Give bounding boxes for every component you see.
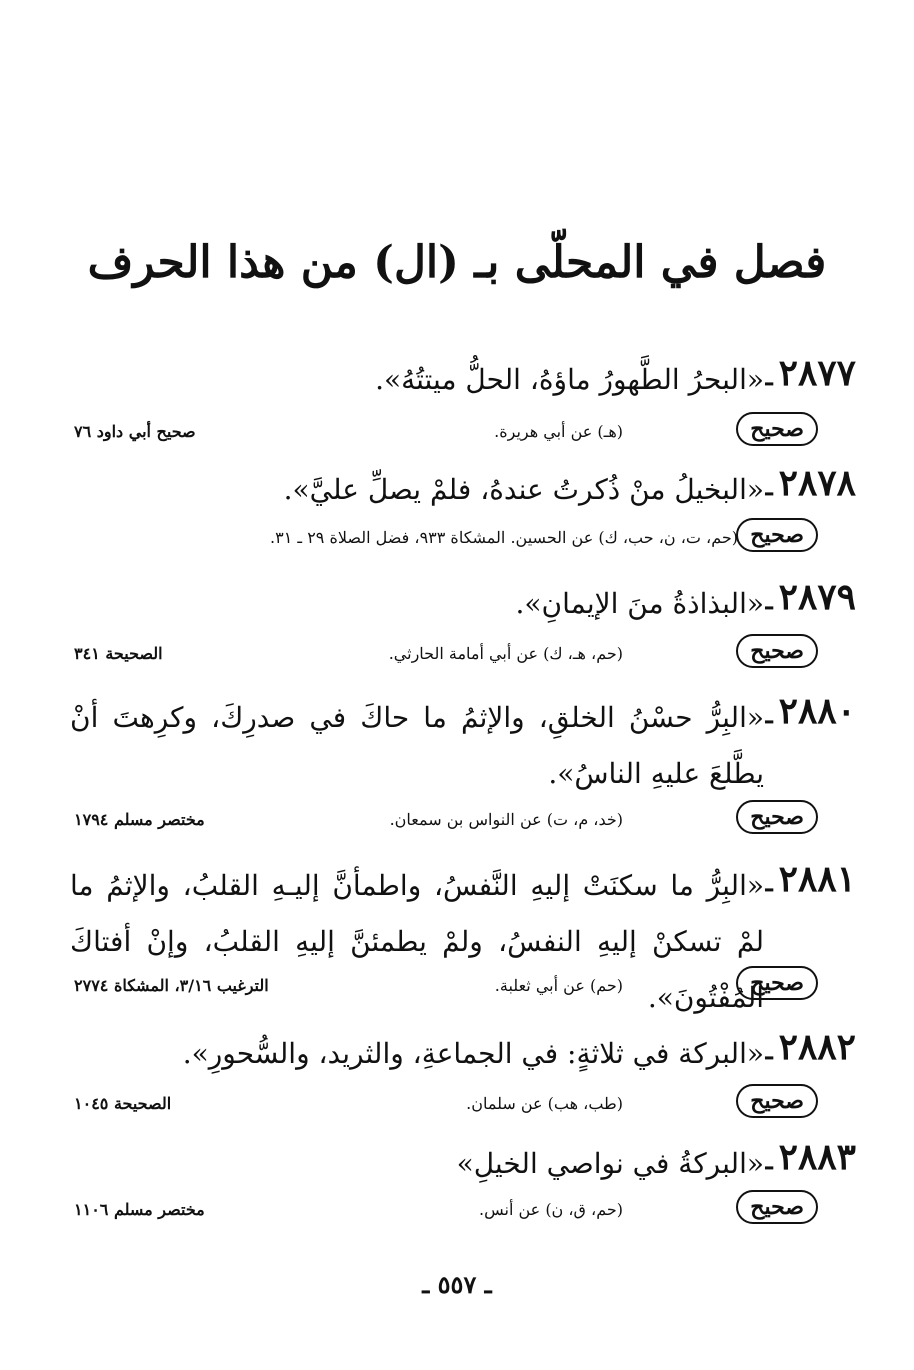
hadith-reference: الترغيب ٣/١٦، المشكاة ٢٧٧٤ (74, 976, 269, 995)
hadith-meta (74, 1084, 818, 1124)
hadith-number: ٢٨٨٢ـ (765, 1026, 856, 1068)
hadith-source: (حم، هـ، ك) عن أبي أمامة الحارثي. (388, 644, 623, 663)
grade-badge: صحيح (736, 800, 818, 834)
hadith-source: (حم، ق، ن) عن أنس. (479, 1200, 623, 1219)
hadith-entry (70, 576, 856, 632)
hadith-text: «البحرُ الطَّهورُ ماؤهُ، الحلُّ ميتتُهُ». (375, 363, 764, 396)
grade-badge: صحيح (736, 518, 818, 552)
hadith-text: «البِرُّ ما سكنَتْ إليهِ النَّفسُ، واطمأنَّ إليـهِ القلبُ، والإثمُ ما لمْ تسكنْ إليهِ النفسُ، ولمْ يطمئنَّ إليهِ القلبُ، وإنْ أفتاكَ المُفْتُونَ». (70, 869, 764, 1014)
hadith-meta (74, 518, 818, 558)
hadith-number: ٢٨٧٩ـ (765, 576, 856, 618)
hadith-meta (74, 412, 818, 452)
hadith-number: ٢٨٨١ـ (765, 858, 856, 900)
hadith-entry (70, 462, 856, 518)
hadith-reference: صحيح أبي داود ٧٦ (74, 422, 196, 441)
hadith-source: (هـ) عن أبي هريرة. (494, 422, 623, 441)
grade-badge: صحيح (736, 412, 818, 446)
hadith-reference: الصحيحة ٣٤١ (74, 644, 163, 663)
hadith-meta (74, 634, 818, 674)
grade-badge: صحيح (736, 966, 818, 1000)
hadith-meta (74, 1190, 818, 1230)
section-title: فصل في المحلّى بـ (ال) من هذا الحرف (87, 237, 827, 288)
grade-badge: صحيح (736, 634, 818, 668)
grade-badge: صحيح (736, 1190, 818, 1224)
hadith-text: «البِرُّ حسْنُ الخلقِ، والإثمُ ما حاكَ في صدرِكَ، وكرِهتَ أنْ يطَّلعَ عليهِ الناسُ». (70, 701, 764, 790)
hadith-number: ٢٨٨٣ـ (765, 1136, 856, 1178)
hadith-text: «البركةُ في نواصي الخيلِ» (456, 1147, 764, 1180)
hadith-source: (حم، ت، ن، حب، ك) عن الحسين. المشكاة ٩٣٣، فضل الصلاة ٢٩ ـ ٣١. (270, 528, 738, 547)
hadith-source: (خد، م، ت) عن النواس بن سمعان. (389, 810, 623, 829)
hadith-text: «البركة في ثلاثةٍ: في الجماعةِ، والثريد، والسُّحورِ». (182, 1037, 764, 1070)
page-number: ـ ٥٥٧ ـ (422, 1270, 492, 1299)
hadith-reference: مختصر مسلم ١٧٩٤ (74, 810, 205, 829)
hadith-text: «البخيلُ منْ ذُكرتُ عندهُ، فلمْ يصلِّ عليَّ». (283, 473, 764, 506)
hadith-number: ٢٨٧٧ـ (765, 352, 856, 394)
hadith-source: (حم) عن أبي ثعلبة. (494, 976, 623, 995)
hadith-reference: مختصر مسلم ١١٠٦ (74, 1200, 205, 1219)
hadith-number: ٢٨٨٠ـ (765, 690, 856, 732)
hadith-text: «البذاذةُ منَ الإيمانِ». (515, 587, 764, 620)
hadith-number: ٢٨٧٨ـ (765, 462, 856, 504)
hadith-entry (70, 352, 856, 408)
hadith-entry (70, 1136, 856, 1192)
hadith-source: (طب، هب) عن سلمان. (466, 1094, 623, 1113)
hadith-meta (74, 800, 818, 840)
hadith-entry (70, 1026, 856, 1082)
hadith-meta (74, 966, 818, 1006)
hadith-entry (70, 690, 856, 802)
grade-badge: صحيح (736, 1084, 818, 1118)
hadith-reference: الصحيحة ١٠٤٥ (74, 1094, 172, 1113)
